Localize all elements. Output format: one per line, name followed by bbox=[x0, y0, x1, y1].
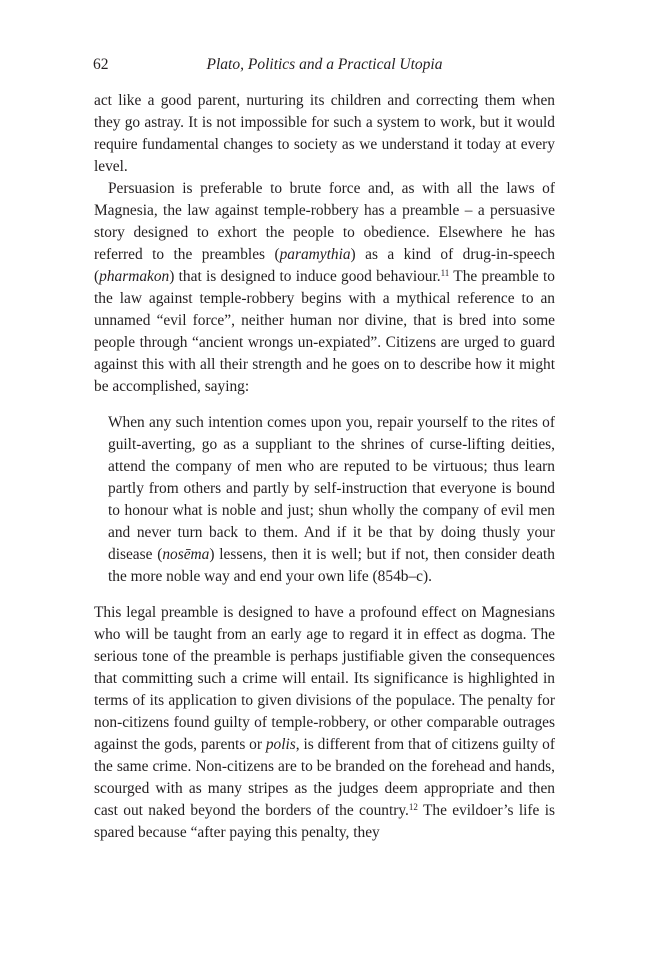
footnote-marker-12: 12 bbox=[408, 802, 418, 812]
text-run: The evildoer’s life is spared because “after paying this penalty, they bbox=[94, 802, 555, 841]
text-run: The preamble to the law against temple-robbery begins with a mythical reference to an unnamed “evil force”, neither human nor divine, that is bred into some people through “ancient wrongs un-expiated”. Citizens are urged to guard against this with all their strength and he goes on to describe how it might be accomplished, saying: bbox=[94, 268, 555, 395]
running-title: Plato, Politics and a Practical Utopia bbox=[206, 56, 443, 73]
running-header bbox=[93, 56, 556, 78]
paragraph-continued: act like a good parent, nurturing its children and correcting them when they go astray. It is not impossible for such a system to work, but it would require fundamental changes to society as we understand it today at every level. bbox=[94, 92, 555, 175]
term-paramythia: paramythia bbox=[279, 246, 351, 263]
block-quote bbox=[108, 412, 555, 588]
paragraph-persuasion bbox=[94, 178, 555, 398]
text-run: ) as a kind of drug-in-speech ( bbox=[94, 246, 555, 285]
term-nosema: nosēma bbox=[162, 546, 210, 563]
page-number: 62 bbox=[93, 56, 109, 73]
term-polis: polis bbox=[265, 736, 296, 753]
text-run: When any such intention comes upon you, repair yourself to the rites of guilt-averting, go as a suppliant to the shrines of curse-lifting deities, attend the company of men who are reputed to be virtuous; thus learn partly from others and partly by self-instruction that everyone is bound to honour what is noble and just; shun wholly the company of evil men and never turn back to them. And if it be that by doing thusly your disease ( bbox=[108, 414, 555, 563]
term-pharmakon: pharmakon bbox=[99, 268, 170, 285]
text-run: Persuasion is preferable to brute force and, as with all the laws of Magnesia, the law against temple-robbery has a preamble – a persuasive story designed to exhort the people to obedience. Elsewhere he has referred to the preambles ( bbox=[94, 180, 555, 263]
text-run: ) that is designed to induce good behaviour. bbox=[169, 268, 441, 285]
footnote-marker-11: 11 bbox=[440, 268, 450, 278]
text-run: ) lessens, then it is well; but if not, then consider death the more noble way and end your own life (854b–c). bbox=[108, 546, 555, 585]
text-run: , is different from that of citizens guilty of the same crime. Non-citizens are to be branded on the forehead and hands, scourged with as many stripes as the judges deem appropriate and then cast out naked beyond the borders of the country. bbox=[94, 736, 555, 819]
body-text bbox=[94, 90, 555, 844]
text-run: This legal preamble is designed to have a profound effect on Magnesians who will be taught from an early age to regard it in effect as dogma. The serious tone of the preamble is perhaps justifiable given the consequences that committing such a crime will entail. Its significance is highlighted in terms of its application to given divisions of the populace. The penalty for non-citizens found guilty of temple-robbery, or other comparable outrages against the gods, parents or bbox=[94, 604, 555, 753]
paragraph-legal-preamble bbox=[94, 602, 555, 844]
